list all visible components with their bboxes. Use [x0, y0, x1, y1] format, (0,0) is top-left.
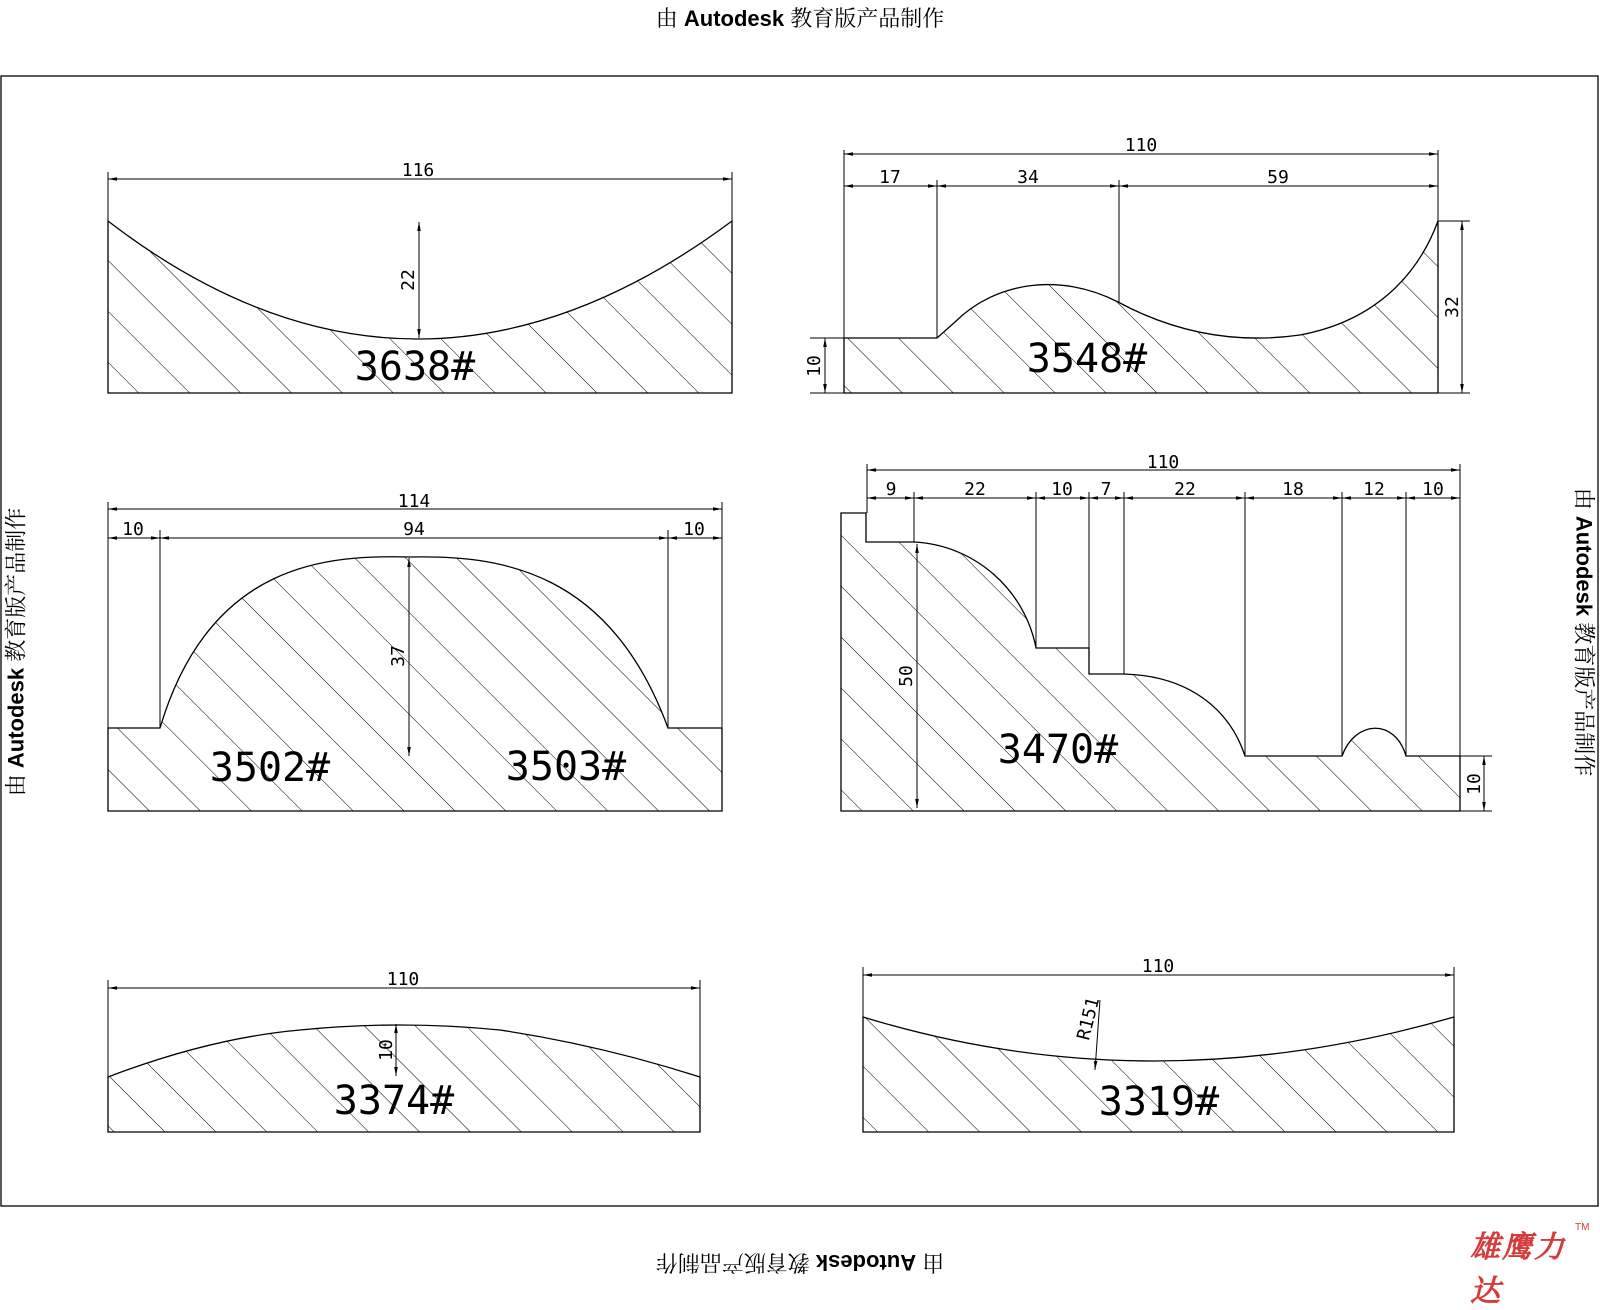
dim-s4: 7: [1101, 479, 1112, 500]
profile-3470: [841, 452, 1492, 811]
watermark-suffix: 教育版产品制作: [4, 508, 29, 662]
dim-s6: 18: [1282, 479, 1304, 500]
dim-height: 50: [896, 665, 917, 687]
dim-s7: 12: [1363, 479, 1385, 500]
dim-s3: 10: [1051, 479, 1073, 500]
logo-text: 雄鹰力达: [1470, 1230, 1566, 1309]
dim-width: 110: [387, 969, 420, 990]
profile-3638: [108, 160, 732, 393]
brand-logo: [1470, 1222, 1590, 1278]
dim-s2: 22: [964, 479, 986, 500]
watermark-suffix: 教育版产品制作: [656, 1250, 810, 1275]
logo-trademark: TM: [1575, 1222, 1589, 1233]
dim-base: 10: [1464, 773, 1485, 795]
watermark-suffix: 教育版产品制作: [1572, 622, 1597, 776]
dim-rise: 10: [376, 1039, 397, 1061]
profile-label-left: 3502#: [210, 745, 330, 791]
watermark-brand: Autodesk: [684, 6, 784, 31]
dim-seg1: 17: [879, 167, 901, 188]
profile-3502-shape: [108, 557, 722, 811]
dim-base: 10: [804, 355, 825, 377]
watermark-prefix: 由: [1572, 488, 1597, 510]
dim-mid: 94: [403, 519, 425, 540]
profile-label: 3374#: [334, 1078, 454, 1124]
profile-3470-shape: [841, 513, 1460, 811]
profile-3374: [108, 969, 700, 1132]
dim-width: 110: [1142, 956, 1175, 977]
dim-seg3: 59: [1267, 167, 1289, 188]
watermark-brand: Autodesk: [4, 668, 29, 768]
dim-total: 114: [398, 491, 431, 512]
dim-width: 116: [402, 160, 435, 181]
dim-left: 10: [122, 519, 144, 540]
watermark-prefix: 由: [922, 1250, 944, 1275]
dim-seg2: 34: [1017, 167, 1039, 188]
profile-label: 3638#: [355, 344, 475, 390]
dim-radius: R151: [1073, 995, 1104, 1042]
profile-3319: [863, 956, 1454, 1132]
profile-label: 3319#: [1099, 1079, 1219, 1125]
watermark-prefix: 由: [4, 774, 29, 796]
dim-height: 37: [388, 645, 409, 667]
profile-3502-3503: [108, 491, 722, 811]
watermark-prefix: 由: [656, 6, 678, 31]
dim-height: 32: [1442, 296, 1463, 318]
dim-s8: 10: [1422, 479, 1444, 500]
watermark-brand: Autodesk: [1572, 516, 1597, 616]
dim-total: 110: [1125, 135, 1158, 156]
dim-right: 10: [683, 519, 705, 540]
profile-label-right: 3503#: [506, 744, 626, 790]
dim-s1: 9: [886, 479, 897, 500]
profile-label: 3548#: [1027, 336, 1147, 382]
dim-total: 110: [1147, 452, 1180, 473]
watermark-brand: Autodesk: [816, 1250, 916, 1275]
profile-label: 3470#: [998, 727, 1118, 773]
dim-depth: 22: [398, 269, 419, 291]
profile-3548: [804, 135, 1470, 393]
dim-s5: 22: [1174, 479, 1196, 500]
watermark-suffix: 教育版产品制作: [790, 6, 944, 31]
